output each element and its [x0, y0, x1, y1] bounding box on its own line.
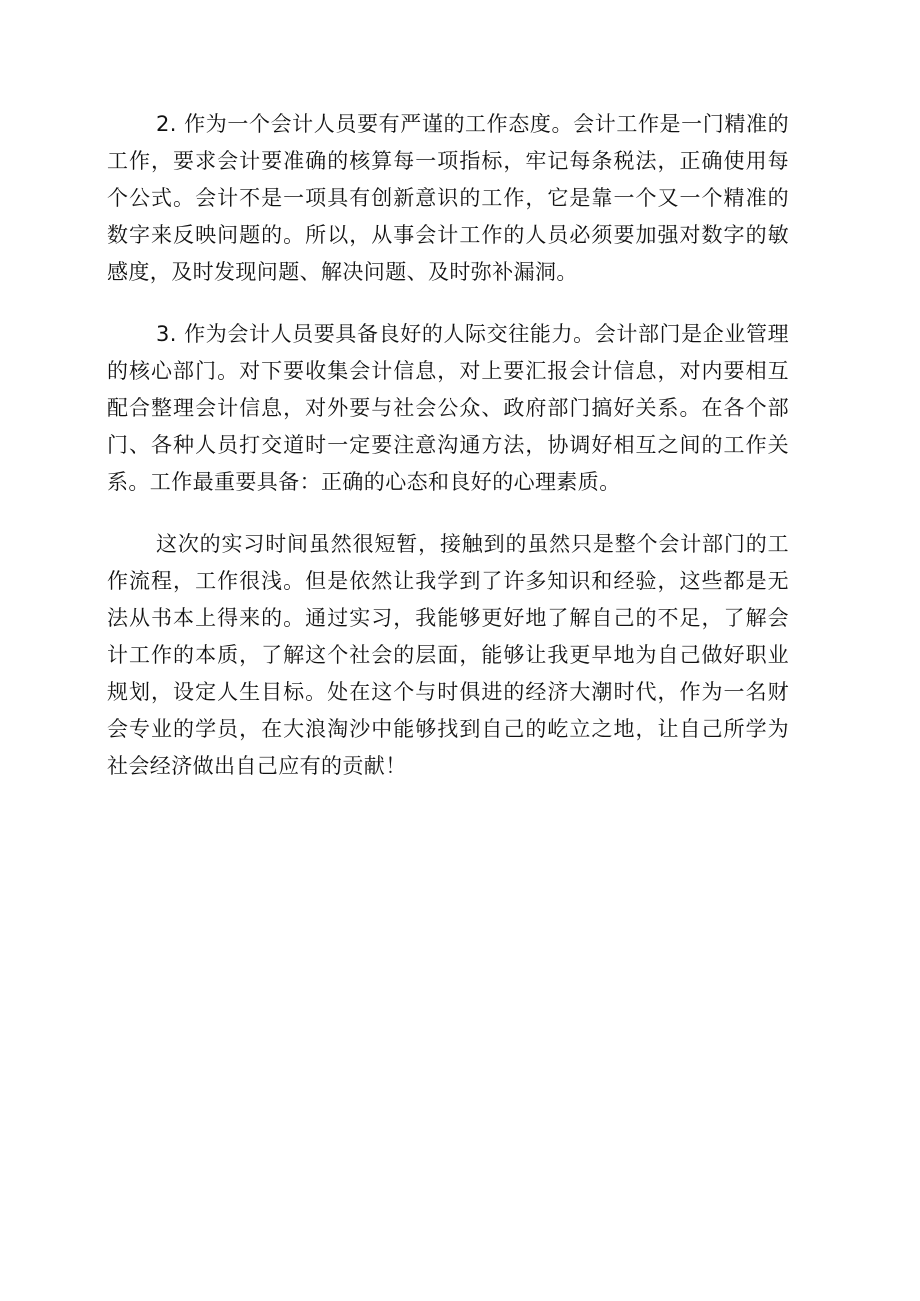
paragraph-work-attitude: 2. 作为一个会计人员要有严谨的工作态度。会计工作是一门精准的工作，要求会计要准确的核算每一项指标，牢记每条税法，正确使用每个公式。会计不是一项具有创新意识的工作，它是靠一个又一个精准的数字来反映问题的。所以，从事会计工作的人员必须要加强对数字的敏感度，及时发现问题、解决问题、及时弥补漏洞。: [107, 112, 789, 284]
paragraph-internship-summary: 这次的实习时间虽然很短暂，接触到的虽然只是整个会计部门的工作流程，工作很浅。但是依然让我学到了许多知识和经验，这些都是无法从书本上得来的。通过实习，我能够更好地了解自己的不足，了解会计工作的本质，了解这个社会的层面，能够让我更早地为自己做好职业规划，设定人生目标。处在这个与时俱进的经济大潮时代，作为一名财会专业的学员，在大浪淘沙中能够找到自己的屹立之地，让自己所学为社会经济做出自己应有的贡献！: [107, 532, 789, 778]
document-page: [107, 106, 789, 785]
paragraph-interpersonal-skills: 3. 作为会计人员要具备良好的人际交往能力。会计部门是企业管理的核心部门。对下要收集会计信息，对上要汇报会计信息，对内要相互配合整理会计信息，对外要与社会公众、政府部门搞好关系。在各个部门、各种人员打交道时一定要注意沟通方法，协调好相互之间的工作关系。工作最重要具备：正确的心态和良好的心理素质。: [107, 322, 789, 494]
